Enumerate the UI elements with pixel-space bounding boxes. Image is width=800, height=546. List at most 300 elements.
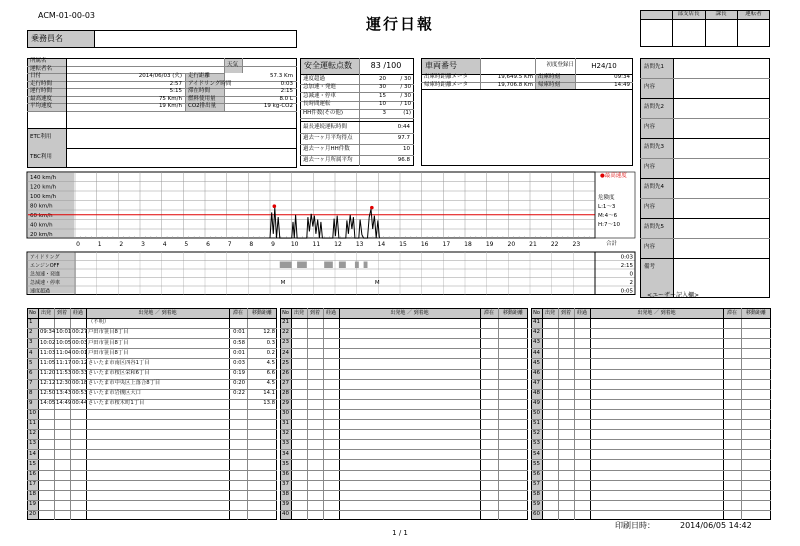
trip-cell-elapsed: 00:18 xyxy=(72,379,88,386)
trip-cell-stay: 0:19 xyxy=(233,369,245,376)
safety-row-label: 速度超過 xyxy=(303,75,326,82)
row-divider xyxy=(280,389,528,390)
trip-header: 移動距離 xyxy=(745,310,766,316)
info-label-2: 走行距離 xyxy=(188,73,211,79)
safety-row-label: 急加速・発進 xyxy=(303,84,337,90)
odometer-value: 19,649.5 Km xyxy=(497,74,533,80)
decel-event-mark: M xyxy=(280,279,286,286)
row-divider xyxy=(531,510,771,511)
hour-tick-label: 13 xyxy=(355,241,364,248)
safety-stat-value: 97.7 xyxy=(397,134,410,141)
trip-cell-place: さいたま市岩槻区大口 xyxy=(88,390,141,397)
trip-row-number: 46 xyxy=(533,369,540,376)
hour-tick-label: 12 xyxy=(334,241,342,248)
print-date-label: 印刷日時： xyxy=(615,521,655,530)
event-row-total: 2:15 xyxy=(620,262,633,269)
info-value-2: 8.0 L xyxy=(279,95,293,102)
vehicle-number-label: 車両番号 xyxy=(425,61,457,70)
hour-tick-label: 19 xyxy=(485,241,494,248)
stamp-header-section: 課長 xyxy=(715,11,727,18)
speed-tick-label: 40 km/h xyxy=(30,222,53,229)
trip-header: 到着 xyxy=(560,310,571,316)
trip-row-number: 6 xyxy=(29,369,33,376)
trip-cell-dist: 12.8 xyxy=(263,329,275,336)
odometer-label: 帰庫時距離メータ xyxy=(424,81,469,88)
row-divider xyxy=(531,480,771,481)
trip-row-number: 60 xyxy=(533,511,540,518)
time-value: 09:34 xyxy=(614,74,630,80)
danger-level-mid: M:4～6 xyxy=(598,213,618,220)
trip-header: 移動距離 xyxy=(251,310,272,316)
column-divider xyxy=(291,308,292,520)
trip-row-number: 45 xyxy=(533,359,540,366)
trip-cell-stay: 0:20 xyxy=(233,379,245,386)
hour-tick-label: 8 xyxy=(249,241,254,248)
trip-row-number: 7 xyxy=(29,379,33,386)
safety-stat-value: 10 xyxy=(403,145,410,152)
row-divider xyxy=(27,419,277,420)
trip-row-number: 52 xyxy=(533,430,540,437)
info-value-2: 2:15 xyxy=(280,88,293,94)
row-divider xyxy=(280,369,528,370)
event-row-total: 0:03 xyxy=(620,254,633,261)
trip-row-number: 11 xyxy=(29,420,36,427)
max-speed-marker xyxy=(370,206,374,210)
row-divider xyxy=(280,470,528,471)
info-label-2: CO2排出量 xyxy=(188,103,217,109)
safety-row-label: HH件数(その他) xyxy=(303,109,344,116)
row-divider xyxy=(531,470,771,471)
trip-header: No xyxy=(282,310,289,316)
hour-tick-label: 11 xyxy=(312,241,321,248)
column-divider xyxy=(307,308,308,520)
trip-header: 出発地 ／ 到着地 xyxy=(390,310,429,316)
hour-tick-label: 5 xyxy=(184,241,189,248)
engine-off-block xyxy=(297,262,307,269)
row-divider xyxy=(280,490,528,491)
trip-row-number: 56 xyxy=(533,470,540,477)
info-label: 平均速度 xyxy=(30,103,53,109)
trip-cell-arr: 11:53 xyxy=(56,369,72,376)
safety-row-label: 長時間運転 xyxy=(303,101,331,107)
trip-cell-place: 戸田市笹目8丁目 xyxy=(88,329,129,336)
stamp-header-branch: 部支店長 xyxy=(677,11,700,18)
speed-tick-label: 120 km/h xyxy=(30,184,57,191)
row-divider xyxy=(531,490,771,491)
trip-row-number: 33 xyxy=(282,440,289,447)
row-divider xyxy=(280,429,528,430)
row-divider xyxy=(280,449,528,450)
trip-cell-place: さいたま市桜区栄和6丁目 xyxy=(88,369,150,376)
row-divider xyxy=(531,379,771,380)
event-row-label: アイドリング xyxy=(30,254,60,261)
event-row-total: 0 xyxy=(629,271,633,278)
trip-row-number: 2 xyxy=(29,329,33,336)
max-speed-legend: ●最高速度 xyxy=(600,173,627,180)
column-divider xyxy=(542,308,543,520)
danger-level-low: L:1～3 xyxy=(598,204,616,211)
trip-cell-arr xyxy=(54,318,70,328)
trip-cell-dep: 09:34 xyxy=(40,329,56,336)
trip-cell-place: 戸田市笹目8丁目 xyxy=(88,339,129,346)
trip-cell-elapsed: 00:53 xyxy=(72,390,88,397)
info-label: 日付 xyxy=(30,73,42,79)
visit-label: 訪問先4 xyxy=(644,184,664,191)
event-chart-frame xyxy=(27,252,595,295)
max-speed-marker xyxy=(273,204,277,208)
trip-header: 到着 xyxy=(56,310,67,316)
trip-cell-place: さいたま市桜木町1丁目 xyxy=(88,400,145,407)
tbc-label: TBC利用 xyxy=(30,154,52,161)
visit-content-label: 内容 xyxy=(644,244,656,251)
trip-header: 滞在 xyxy=(232,310,243,316)
safety-row-max: / 30 xyxy=(400,84,411,90)
trip-row-number: 43 xyxy=(533,339,540,346)
row-divider xyxy=(531,318,771,319)
speed-trace-line xyxy=(270,208,379,238)
visit-content-label: 内容 xyxy=(644,204,656,211)
hour-tick-label: 9 xyxy=(271,241,275,248)
danger-label: 危険度 xyxy=(598,195,615,202)
engine-off-block xyxy=(280,262,292,269)
hour-tick-label: 18 xyxy=(464,241,472,248)
trip-row-number: 41 xyxy=(533,319,540,326)
trip-row-number: 49 xyxy=(533,400,540,407)
hour-tick-label: 3 xyxy=(141,241,145,248)
trip-row-number: 5 xyxy=(29,359,33,366)
trip-header: 出発 xyxy=(293,310,304,316)
trip-cell-elapsed: 00:01 xyxy=(72,349,88,356)
info-value: 2:57 xyxy=(169,80,182,87)
trip-cell-stay: 0:01 xyxy=(233,349,245,356)
column-divider xyxy=(574,308,575,520)
row-divider xyxy=(280,500,528,501)
visit-label: 訪問先2 xyxy=(644,104,664,111)
safety-row-value: 20 xyxy=(379,75,386,82)
trip-cell-dist: 0.3 xyxy=(266,339,275,346)
hour-tick-label: 2 xyxy=(119,241,124,248)
trip-header: 経過 xyxy=(325,310,336,316)
time-label: 帰庫時刻 xyxy=(538,81,561,88)
safety-row-value: 15 xyxy=(379,92,386,99)
document-code: ACM-01-00-03 xyxy=(38,11,96,20)
speed-tick-label: 80 km/h xyxy=(30,203,53,210)
row-divider xyxy=(280,338,528,339)
trip-row-number: 44 xyxy=(533,349,540,356)
hour-tick-label: 15 xyxy=(399,241,407,248)
row-divider xyxy=(280,459,528,460)
safety-row-value: 10 xyxy=(379,101,386,107)
trip-cell-dep: 11:20 xyxy=(40,369,56,376)
trip-row-number: 42 xyxy=(533,329,540,336)
decel-event-mark: M xyxy=(374,279,380,286)
row-divider xyxy=(531,500,771,501)
trip-row-number: 28 xyxy=(282,389,289,396)
hour-tick-label: 4 xyxy=(162,241,167,248)
column-divider xyxy=(339,308,340,520)
row-divider xyxy=(280,480,528,481)
trip-cell-dep: 12:50 xyxy=(40,390,56,397)
event-row-label: エンジンOFF xyxy=(30,262,60,269)
trip-cell-arr: 10:01 xyxy=(56,329,72,336)
total-label: 合計 xyxy=(606,241,618,248)
visit-content-label: 内容 xyxy=(644,124,656,131)
column-divider xyxy=(480,308,481,520)
trip-header: 滞在 xyxy=(483,310,494,316)
page-title: 運行日報 xyxy=(365,15,434,33)
row-divider xyxy=(280,399,528,400)
odometer-label: 出庫時距離メータ xyxy=(424,74,469,80)
trip-cell-dist: 6.6 xyxy=(266,369,275,376)
trip-cell-stay: 0:03 xyxy=(233,359,245,366)
engine-off-block xyxy=(339,262,346,269)
trip-row-number: 26 xyxy=(282,369,289,376)
hour-tick-label: 7 xyxy=(227,241,232,248)
engine-off-block xyxy=(364,262,368,269)
row-divider xyxy=(27,439,277,440)
trip-row-number: 21 xyxy=(282,319,289,326)
hour-tick-label: 20 xyxy=(507,241,516,248)
safety-row-max: / 30 xyxy=(400,75,411,82)
trip-cell-elapsed: 00:33 xyxy=(72,369,88,376)
trip-row-number: 53 xyxy=(533,440,540,447)
trip-row-number: 38 xyxy=(282,490,289,497)
trip-cell-arr: 10:05 xyxy=(56,339,72,346)
info-label-2: 燃料使用量 xyxy=(188,95,216,102)
row-divider xyxy=(27,449,277,450)
visit-label: 訪問先1 xyxy=(644,64,664,71)
speed-tick-label: 100 km/h xyxy=(30,194,57,200)
column-divider xyxy=(741,308,742,520)
column-divider xyxy=(590,308,591,520)
trip-row-number: 27 xyxy=(282,379,289,386)
safety-row-label: 急減速・停車 xyxy=(303,92,337,99)
trip-cell-arr: 11:17 xyxy=(56,359,72,366)
trip-cell-dep: 14:05 xyxy=(40,400,56,407)
time-value: 14:49 xyxy=(614,81,630,88)
trip-row-number: 19 xyxy=(29,501,36,508)
trip-row-number: 57 xyxy=(533,480,540,487)
engine-off-block xyxy=(324,262,333,269)
trip-cell-dist: 4.5 xyxy=(266,359,275,366)
info-label: 運行時間 xyxy=(30,88,53,94)
trip-cell-stay xyxy=(229,399,247,409)
safety-stat-label: 最長連続運転時間 xyxy=(303,123,348,130)
row-divider xyxy=(280,328,528,329)
row-divider xyxy=(531,409,771,410)
row-divider xyxy=(531,449,771,450)
safety-row-max: (1) xyxy=(403,109,411,116)
trip-row-number: 16 xyxy=(29,470,36,477)
trip-row-number: 40 xyxy=(282,511,289,518)
row-divider xyxy=(531,439,771,440)
trip-row-number: 3 xyxy=(29,339,33,346)
info-label: 走行時間 xyxy=(30,80,53,87)
safety-stat-value: 0:44 xyxy=(397,123,410,130)
visit-content-label: 内容 xyxy=(644,84,656,91)
trip-cell-place: 戸田市笹目8丁目 xyxy=(88,349,129,356)
trip-cell-stay: 0:22 xyxy=(233,390,245,397)
row-divider xyxy=(27,459,277,460)
trip-cell-dep: 10:02 xyxy=(40,339,56,346)
row-divider xyxy=(280,439,528,440)
remarks-label: 備考 xyxy=(644,264,656,271)
row-divider xyxy=(531,358,771,359)
registration-value: H24/10 xyxy=(591,61,617,70)
trip-row-number: 59 xyxy=(533,501,540,508)
time-label: 出庫時刻 xyxy=(538,74,561,80)
trip-row-number: 30 xyxy=(282,410,289,417)
speed-tick-label: 20 km/h xyxy=(30,232,53,238)
speed-tick-label: 60 km/h xyxy=(30,213,53,219)
info-value: 2014/06/03 (火) xyxy=(138,73,182,79)
trip-cell-elapsed xyxy=(70,318,86,328)
event-row-total: 2 xyxy=(629,279,633,286)
trip-unknown-note: （不明） xyxy=(88,319,110,326)
trip-cell-dist: 13.8 xyxy=(263,400,275,407)
trip-cell-dep: 11:05 xyxy=(40,359,56,366)
event-row-label: 急加速・発進 xyxy=(30,271,61,278)
trip-row-number: 32 xyxy=(282,430,289,437)
row-divider xyxy=(27,470,277,471)
trip-cell-elapsed: 00:03 xyxy=(72,339,88,346)
trip-cell-arr: 14:49 xyxy=(56,400,72,407)
trip-cell-dep xyxy=(38,318,54,328)
trip-cell-dist: 4.5 xyxy=(266,379,275,386)
trip-header: No xyxy=(29,310,36,316)
trip-row-number: 22 xyxy=(282,329,289,336)
row-divider xyxy=(531,419,771,420)
info-label: 最高速度 xyxy=(30,95,53,102)
trip-cell-arr: 12:30 xyxy=(56,379,72,386)
visit-content-label: 内容 xyxy=(644,164,656,171)
trip-row-number: 13 xyxy=(29,440,36,447)
safety-score-value: 83 /100 xyxy=(370,61,402,70)
trip-cell-elapsed: 00:27 xyxy=(72,329,88,336)
visit-label: 訪問先5 xyxy=(644,224,664,231)
trip-row-number: 39 xyxy=(282,501,289,508)
stamp-header-driver: 運転者 xyxy=(745,11,762,18)
row-divider xyxy=(280,318,528,319)
event-row-label: 速度超過 xyxy=(30,288,51,295)
trip-header: 滞在 xyxy=(726,310,737,316)
registration-label: 初度登録日 xyxy=(546,62,574,69)
row-divider xyxy=(531,399,771,400)
odometer-value: 19,706.8 Km xyxy=(497,81,533,88)
event-row-total: 0:05 xyxy=(620,288,633,295)
trip-row-number: 58 xyxy=(533,490,540,497)
row-divider xyxy=(27,490,277,491)
trip-cell-place: さいたま市南区四谷1丁目 xyxy=(88,359,150,366)
hour-tick-label: 21 xyxy=(529,241,537,248)
safety-stat-label: 過去一ヶ月HH件数 xyxy=(303,145,350,152)
trip-row-number: 47 xyxy=(533,379,540,386)
hour-tick-label: 16 xyxy=(420,241,429,248)
driver-name-label: 乗務員名 xyxy=(31,34,63,43)
trip-row-number: 55 xyxy=(533,460,540,467)
trip-cell-dep: 12:12 xyxy=(40,379,56,386)
safety-row-max: / 10 xyxy=(400,101,411,107)
info-value-2: 19 kg-CO2 xyxy=(263,103,293,109)
engine-off-block xyxy=(355,262,359,269)
trip-cell-dist: 14.1 xyxy=(263,390,275,397)
print-date-value: 2014/06/05 14:42 xyxy=(680,521,752,530)
info-value-2: 57.3 Km xyxy=(270,73,293,79)
row-divider xyxy=(280,358,528,359)
column-divider xyxy=(498,308,499,520)
hour-tick-label: 22 xyxy=(550,241,559,248)
trip-row-number: 24 xyxy=(282,349,289,356)
trip-row-number: 48 xyxy=(533,389,540,396)
row-divider xyxy=(531,369,771,370)
safety-stat-value: 96.8 xyxy=(397,156,410,163)
trip-row-number: 25 xyxy=(282,359,289,366)
trip-header: 出発 xyxy=(40,310,51,316)
trip-cell-arr: 11:04 xyxy=(56,349,72,356)
row-divider xyxy=(531,328,771,329)
hour-tick-label: 10 xyxy=(290,241,299,248)
row-divider xyxy=(27,500,277,501)
trip-row-number: 8 xyxy=(29,389,33,396)
safety-row-max: / 30 xyxy=(400,92,411,99)
trip-row-number: 1 xyxy=(29,319,33,326)
trip-cell-elapsed: 00:12 xyxy=(72,359,88,366)
event-row-label: 急減速・停車 xyxy=(30,279,61,286)
page-number: 1 / 1 xyxy=(392,529,408,537)
trip-row-number: 34 xyxy=(282,450,289,457)
column-divider xyxy=(323,308,324,520)
trip-header: 到着 xyxy=(309,310,320,316)
row-divider xyxy=(27,429,277,430)
trip-row-number: 14 xyxy=(29,450,36,457)
trip-cell-stay: 0:01 xyxy=(233,329,245,336)
trip-row-number: 17 xyxy=(29,480,36,487)
trip-table-frame xyxy=(280,308,528,520)
row-divider xyxy=(280,419,528,420)
trip-table-frame xyxy=(531,308,771,520)
weather-label: 天気 xyxy=(227,61,239,68)
hour-tick-label: 0 xyxy=(76,241,80,248)
row-divider xyxy=(280,379,528,380)
speed-chart-frame xyxy=(27,172,595,238)
trip-header: 移動距離 xyxy=(502,310,523,316)
hour-tick-label: 23 xyxy=(572,241,581,248)
trip-cell-arr: 13:43 xyxy=(56,390,72,397)
speed-tick-label: 140 km/h xyxy=(30,175,57,181)
trip-row-number: 9 xyxy=(29,400,33,407)
trip-cell-dist: 0.2 xyxy=(266,349,275,356)
trip-header: 出発地 ／ 到着地 xyxy=(637,310,676,316)
danger-level-high: H:7～10 xyxy=(598,222,620,229)
trip-row-number: 20 xyxy=(29,511,36,518)
visit-label: 訪問先3 xyxy=(644,144,664,151)
trip-header: 経過 xyxy=(72,310,83,316)
info-label-2: アイドリング時間 xyxy=(188,80,232,87)
trip-cell-elapsed: 00:44 xyxy=(72,400,88,407)
row-divider xyxy=(27,510,277,511)
trip-cell-dep: 11:03 xyxy=(40,349,56,356)
safety-row-value: 30 xyxy=(379,84,386,90)
trip-header: No xyxy=(533,310,540,316)
trip-cell-place: さいたま市中央区上落合8丁目 xyxy=(88,379,161,386)
safety-stat-label: 過去一ヶ月平均得点 xyxy=(303,134,353,141)
hour-tick-label: 1 xyxy=(97,241,102,248)
info-value: 5:15 xyxy=(169,88,182,94)
trip-row-number: 10 xyxy=(29,410,36,417)
safety-row-value: 3 xyxy=(382,109,386,116)
safety-score-label: 安全運転点数 xyxy=(304,61,352,70)
hour-tick-label: 17 xyxy=(442,241,451,248)
